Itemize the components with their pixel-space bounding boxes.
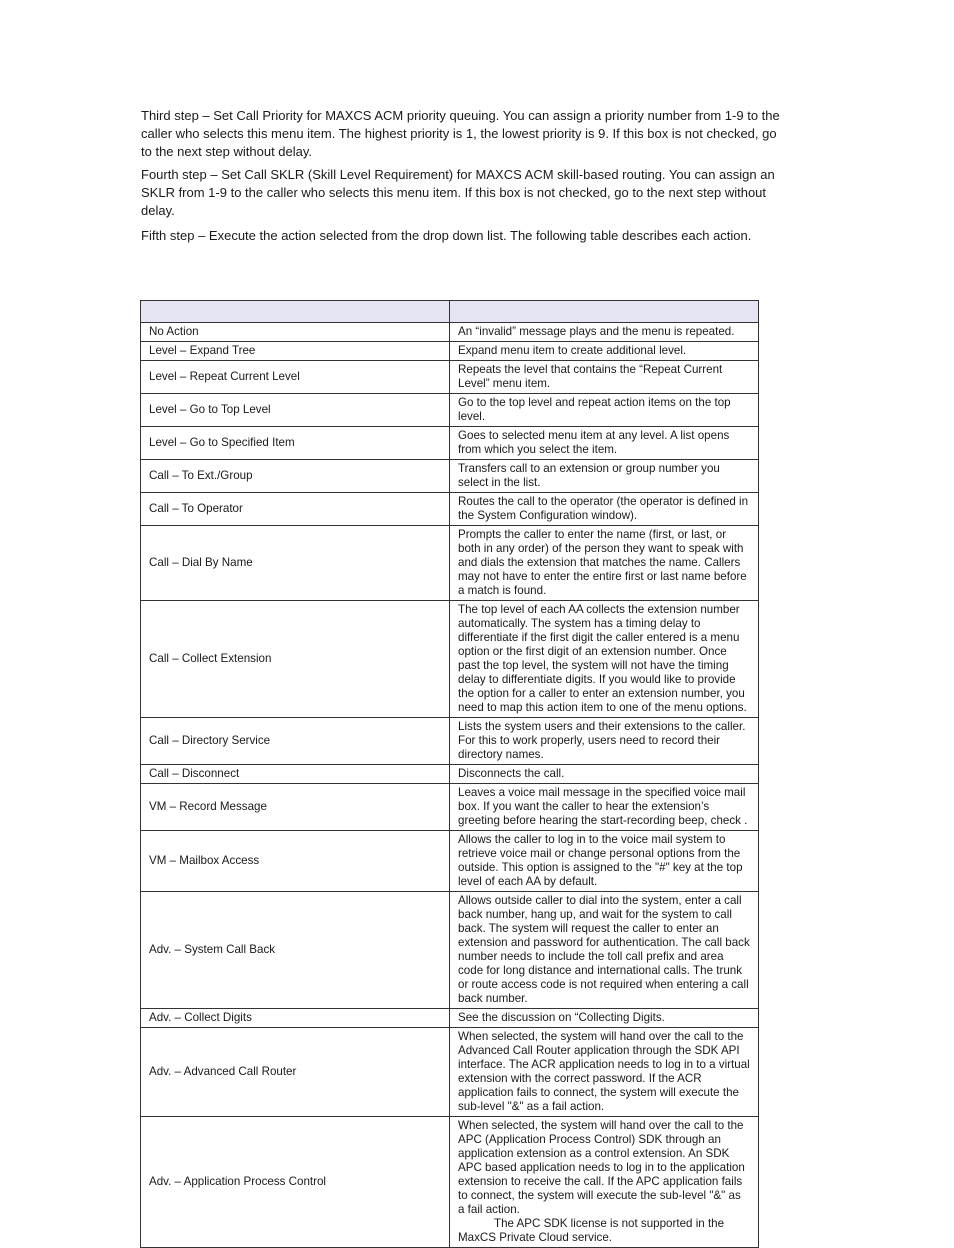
description-cell: [450, 460, 759, 493]
description-cell: [450, 784, 759, 831]
table-row: [141, 765, 759, 784]
description-cell: [450, 361, 759, 394]
description-text: Allows outside caller to dial into the system, enter a call back number, hang up, and wait for the system to call back. The system will request the caller to enter an extension and password for authentication. The call back number needs to include the toll call prefix and area code for long distance and international calls. The trunk or route access code is not required when entering a call back number.: [458, 894, 750, 1005]
description-text: Expand menu item to create additional level.: [458, 344, 687, 357]
action-cell: Adv. – Application Process Control: [141, 1117, 450, 1248]
table-row: [141, 892, 759, 1009]
description-text: Lists the system users and their extensions to the caller. For this to work properly, users need to record their directory names.: [458, 720, 746, 761]
action-cell: Level – Go to Top Level: [141, 394, 450, 427]
action-cell: Adv. – Collect Digits: [141, 1009, 450, 1028]
description-cell: [450, 1009, 759, 1028]
description-text: When selected, the system will hand over the call to the APC (Application Process Control) SDK through an application extension as a control extension. An SDK APC based application needs to log in to the application extension to receive the call. If the APC application fails to connect, the system will execute the sub-level "&" as a fail action.: [458, 1119, 745, 1216]
description-text: The top level of each AA collects the extension number automatically. The system has a timing delay to differentiate if the first digit the caller entered is a menu option or the first digit of an extension number. Once past the top level, the system will not have the timing delay to differentiate digits. If you would like to provide the option for a caller to enter an extension number, you need to map this action item to one of the menu options.: [458, 603, 747, 714]
table-row: [141, 361, 759, 394]
note-text: [458, 1217, 750, 1245]
action-cell: Level – Go to Specified Item: [141, 427, 450, 460]
description-text: Allows the caller to log in to the voice mail system to retrieve voice mail or change personal options from the outside. This option is assigned to the "#" key at the top level of each AA by default.: [458, 833, 743, 888]
action-cell: No Action: [141, 323, 450, 342]
description-cell: [450, 892, 759, 1009]
table-row: [141, 784, 759, 831]
action-cell: Call – To Ext./Group: [141, 460, 450, 493]
header-action: [141, 301, 450, 323]
description-cell: [450, 323, 759, 342]
description-cell: [450, 601, 759, 718]
action-cell: Adv. – System Call Back: [141, 892, 450, 1009]
description-text: Repeats the level that contains the “Repeat Current Level” menu item.: [458, 363, 723, 390]
action-cell: Adv. – Advanced Call Router: [141, 1028, 450, 1117]
action-cell: Level – Expand Tree: [141, 342, 450, 361]
table-row: [141, 1009, 759, 1028]
description-cell: [450, 1117, 759, 1248]
description-text: Routes the call to the operator (the operator is defined in the System Configuration window).: [458, 495, 749, 522]
action-cell: Call – Collect Extension: [141, 601, 450, 718]
description-cell: [450, 765, 759, 784]
description-text: Goes to selected menu item at any level. A list opens from which you select the item.: [458, 429, 730, 456]
action-cell: Level – Repeat Current Level: [141, 361, 450, 394]
description-text: Go to the top level and repeat action items on the top level.: [458, 396, 731, 423]
table-row: [141, 1028, 759, 1117]
table-row: [141, 394, 759, 427]
description-cell: [450, 718, 759, 765]
description-text: Leaves a voice mail message in the specified voice mail box. If you want the caller to hear the extension’s greeting before hearing the start-recording beep, check .: [458, 786, 748, 827]
fifth-step-paragraph: Fifth step – Execute the action selected from the drop down list. The following table describes each action.: [141, 228, 752, 243]
description-cell: [450, 1028, 759, 1117]
table-row: [141, 718, 759, 765]
description-cell: [450, 427, 759, 460]
table-row: [141, 427, 759, 460]
action-cell: Call – Directory Service: [141, 718, 450, 765]
header-description: [450, 301, 759, 323]
description-cell: [450, 493, 759, 526]
description-cell: [450, 394, 759, 427]
table-row: [141, 601, 759, 718]
table-row: [141, 1117, 759, 1248]
description-text: Disconnects the call.: [458, 767, 565, 780]
table-row: [141, 831, 759, 892]
table-row: [141, 342, 759, 361]
table-row: [141, 460, 759, 493]
action-cell: Call – Disconnect: [141, 765, 450, 784]
description-text: Prompts the caller to enter the name (first, or last, or both in any order) of the person they want to speak with and dials the extension that matches the name. Callers may not have to enter the entire first or last name before a match is found.: [458, 528, 747, 597]
description-text: See the discussion on “Collecting Digits.: [458, 1011, 665, 1024]
description-cell: [450, 342, 759, 361]
table-row: [141, 526, 759, 601]
third-step-paragraph: Third step – Set Call Priority for MAXCS ACM priority queuing. You can assign a priority number from 1-9 to the caller who selects this menu item. The highest priority is 1, the lowest priority is 9. If this box is not checked, go to the next step without delay.: [141, 108, 780, 159]
action-cell: Call – Dial By Name: [141, 526, 450, 601]
action-cell: VM – Mailbox Access: [141, 831, 450, 892]
description-text: An “invalid” message plays and the menu is repeated.: [458, 325, 735, 338]
table-row: [141, 323, 759, 342]
action-cell: VM – Record Message: [141, 784, 450, 831]
action-cell: Call – To Operator: [141, 493, 450, 526]
table-header-row: [141, 301, 759, 323]
description-cell: [450, 831, 759, 892]
table-body: [141, 323, 759, 1248]
actions-table: [140, 300, 759, 1248]
fourth-step-paragraph: Fourth step – Set Call SKLR (Skill Level Requirement) for MAXCS ACM skill-based routing. You can assign an SKLR from 1-9 to the caller who selects this menu item. If this box is not checked, go to the next step without delay.: [141, 167, 775, 218]
note-content: The APC SDK license is not supported in the MaxCS Private Cloud service.: [458, 1217, 725, 1244]
description-text: When selected, the system will hand over the call to the Advanced Call Router application through the SDK API interface. The ACR application needs to log in to a virtual extension with the correct password. If the ACR application fails to connect, the system will execute the sub-level "&" as a fail action.: [458, 1030, 750, 1113]
description-cell: [450, 526, 759, 601]
table-row: [141, 493, 759, 526]
description-text: Transfers call to an extension or group number you select in the list.: [458, 462, 720, 489]
